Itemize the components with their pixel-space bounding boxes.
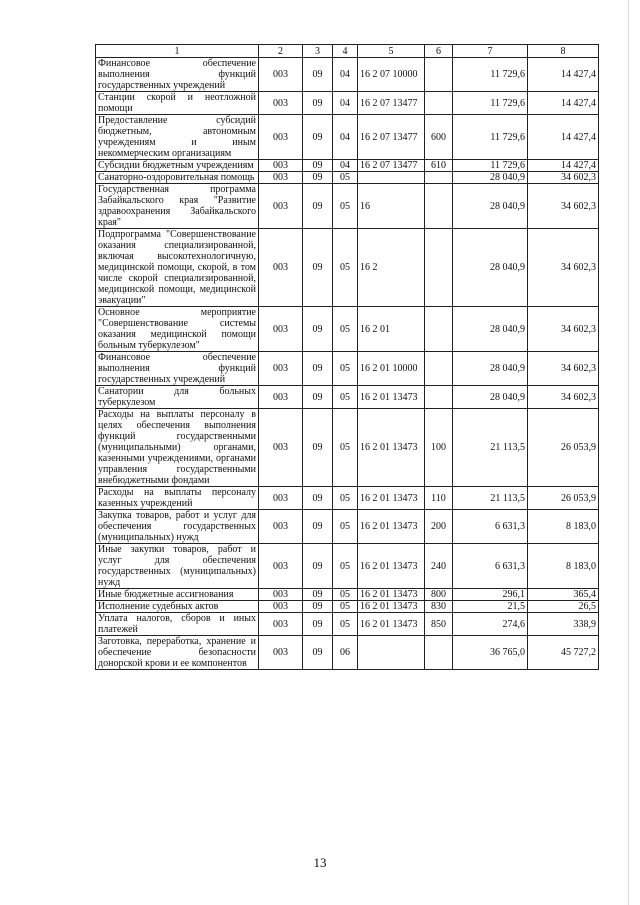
row-expense-type-cell (425, 636, 453, 670)
row-name-cell: Заготовка, переработка, хранение и обеспечение безопасности донорской крови и ее компонентов (96, 636, 259, 670)
row-admin-code-cell: 003 (259, 409, 303, 487)
row-section-cell: 09 (303, 307, 333, 352)
row-target-article-cell: 16 2 01 13473 (358, 601, 425, 613)
row-expense-type-cell: 800 (425, 589, 453, 601)
row-subsection-cell: 05 (333, 510, 358, 544)
table-row (96, 510, 599, 544)
row-amount-year1-cell: 21,5 (453, 601, 528, 613)
row-target-article-cell: 16 2 01 (358, 307, 425, 352)
row-expense-type-cell: 100 (425, 409, 453, 487)
row-subsection-cell: 06 (333, 636, 358, 670)
row-amount-year1-cell: 11 729,6 (453, 58, 528, 92)
row-target-article-cell: 16 2 07 10000 (358, 58, 425, 92)
row-name-cell: Предоставление субсидий бюджетным, автономным учреждениям и иным некоммерческим организациям (96, 115, 259, 160)
row-expense-type-cell: 240 (425, 544, 453, 589)
row-admin-code-cell: 003 (259, 172, 303, 184)
header-cell: 6 (425, 45, 453, 58)
row-subsection-cell: 05 (333, 172, 358, 184)
row-amount-year1-cell: 11 729,6 (453, 115, 528, 160)
row-amount-year2-cell: 14 427,4 (528, 160, 599, 172)
table-row (96, 115, 599, 160)
row-section-cell: 09 (303, 58, 333, 92)
row-subsection-cell: 05 (333, 184, 358, 229)
header-cell: 5 (358, 45, 425, 58)
row-expense-type-cell (425, 229, 453, 307)
row-amount-year1-cell: 11 729,6 (453, 160, 528, 172)
table-row (96, 58, 599, 92)
row-amount-year2-cell: 14 427,4 (528, 115, 599, 160)
table-row (96, 172, 599, 184)
table-row (96, 601, 599, 613)
row-amount-year2-cell: 26 053,9 (528, 409, 599, 487)
row-amount-year2-cell: 26 053,9 (528, 487, 599, 510)
row-subsection-cell: 05 (333, 352, 358, 386)
row-expense-type-cell: 110 (425, 487, 453, 510)
row-expense-type-cell: 600 (425, 115, 453, 160)
row-admin-code-cell: 003 (259, 636, 303, 670)
row-target-article-cell: 16 2 01 13473 (358, 386, 425, 409)
table-row (96, 352, 599, 386)
row-name-cell: Станции скорой и неотложной помощи (96, 92, 259, 115)
row-amount-year2-cell: 338,9 (528, 613, 599, 636)
table-header-row (96, 45, 599, 58)
row-section-cell: 09 (303, 160, 333, 172)
row-section-cell: 09 (303, 386, 333, 409)
row-amount-year1-cell: 28 040,9 (453, 229, 528, 307)
table-row (96, 160, 599, 172)
row-target-article-cell (358, 172, 425, 184)
row-section-cell: 09 (303, 184, 333, 229)
row-target-article-cell: 16 2 (358, 229, 425, 307)
row-name-cell: Санаторно-оздоровительная помощь (96, 172, 259, 184)
row-name-cell: Финансовое обеспечение выполнения функций государственных учреждений (96, 58, 259, 92)
row-amount-year1-cell: 36 765,0 (453, 636, 528, 670)
row-admin-code-cell: 003 (259, 58, 303, 92)
row-section-cell: 09 (303, 409, 333, 487)
header-cell: 4 (333, 45, 358, 58)
row-target-article-cell: 16 2 01 10000 (358, 352, 425, 386)
row-section-cell: 09 (303, 229, 333, 307)
row-amount-year1-cell: 21 113,5 (453, 409, 528, 487)
row-expense-type-cell: 610 (425, 160, 453, 172)
row-admin-code-cell: 003 (259, 160, 303, 172)
row-subsection-cell: 05 (333, 589, 358, 601)
table-row (96, 307, 599, 352)
row-name-cell: Подпрограмма "Совершенствование оказания специализированной, включая высокотехнологичную, медицинской помощи, скорой, в том числе скорой специализированной, медицинской помощи, медицинской эвакуации" (96, 229, 259, 307)
row-name-cell: Субсидии бюджетным учреждениям (96, 160, 259, 172)
row-expense-type-cell (425, 58, 453, 92)
row-subsection-cell: 05 (333, 487, 358, 510)
table-row (96, 409, 599, 487)
row-target-article-cell: 16 2 07 13477 (358, 92, 425, 115)
row-section-cell: 09 (303, 601, 333, 613)
row-amount-year2-cell: 34 602,3 (528, 352, 599, 386)
header-cell: 7 (453, 45, 528, 58)
row-expense-type-cell (425, 92, 453, 115)
row-expense-type-cell: 850 (425, 613, 453, 636)
row-amount-year1-cell: 28 040,9 (453, 307, 528, 352)
row-admin-code-cell: 003 (259, 115, 303, 160)
table-row (96, 613, 599, 636)
row-amount-year1-cell: 28 040,9 (453, 184, 528, 229)
row-name-cell: Расходы на выплаты персоналу в целях обеспечения выполнения функций государственными (муниципальными) органами, казенными учреждениями, органами управления государственными внебюджетными фондами (96, 409, 259, 487)
row-section-cell: 09 (303, 172, 333, 184)
row-amount-year1-cell: 296,1 (453, 589, 528, 601)
row-amount-year1-cell: 21 113,5 (453, 487, 528, 510)
row-admin-code-cell: 003 (259, 92, 303, 115)
row-section-cell: 09 (303, 115, 333, 160)
row-admin-code-cell: 003 (259, 307, 303, 352)
page-edge (628, 0, 629, 905)
row-amount-year1-cell: 11 729,6 (453, 92, 528, 115)
row-expense-type-cell (425, 386, 453, 409)
row-name-cell: Уплата налогов, сборов и иных платежей (96, 613, 259, 636)
table-row (96, 184, 599, 229)
row-amount-year2-cell: 34 602,3 (528, 184, 599, 229)
row-amount-year2-cell: 14 427,4 (528, 92, 599, 115)
row-name-cell: Государственная программа Забайкальского края "Развитие здравоохранения Забайкальского края" (96, 184, 259, 229)
row-amount-year1-cell: 6 631,3 (453, 544, 528, 589)
row-amount-year2-cell: 8 183,0 (528, 544, 599, 589)
row-name-cell: Финансовое обеспечение выполнения функций государственных учреждений (96, 352, 259, 386)
row-admin-code-cell: 003 (259, 613, 303, 636)
row-amount-year1-cell: 6 631,3 (453, 510, 528, 544)
row-amount-year2-cell: 34 602,3 (528, 307, 599, 352)
row-section-cell: 09 (303, 510, 333, 544)
table-row (96, 487, 599, 510)
row-amount-year2-cell: 365,4 (528, 589, 599, 601)
row-expense-type-cell (425, 172, 453, 184)
row-name-cell: Иные бюджетные ассигнования (96, 589, 259, 601)
row-section-cell: 09 (303, 487, 333, 510)
table-row (96, 544, 599, 589)
header-cell: 1 (96, 45, 259, 58)
row-amount-year1-cell: 28 040,9 (453, 172, 528, 184)
row-admin-code-cell: 003 (259, 352, 303, 386)
row-target-article-cell: 16 2 07 13477 (358, 160, 425, 172)
row-section-cell: 09 (303, 92, 333, 115)
row-name-cell: Закупка товаров, работ и услуг для обеспечения государственных (муниципальных) нужд (96, 510, 259, 544)
row-section-cell: 09 (303, 589, 333, 601)
row-admin-code-cell: 003 (259, 601, 303, 613)
row-admin-code-cell: 003 (259, 544, 303, 589)
row-amount-year2-cell: 45 727,2 (528, 636, 599, 670)
row-section-cell: 09 (303, 544, 333, 589)
row-admin-code-cell: 003 (259, 229, 303, 307)
row-name-cell: Санатории для больных туберкулезом (96, 386, 259, 409)
row-target-article-cell: 16 (358, 184, 425, 229)
row-admin-code-cell: 003 (259, 184, 303, 229)
row-name-cell: Расходы на выплаты персоналу казенных учреждений (96, 487, 259, 510)
budget-table (95, 44, 599, 670)
row-admin-code-cell: 003 (259, 487, 303, 510)
row-target-article-cell: 16 2 01 13473 (358, 510, 425, 544)
header-cell: 2 (259, 45, 303, 58)
row-target-article-cell: 16 2 07 13477 (358, 115, 425, 160)
table-row (96, 589, 599, 601)
row-amount-year2-cell: 34 602,3 (528, 386, 599, 409)
header-cell: 3 (303, 45, 333, 58)
table-row (96, 386, 599, 409)
row-amount-year1-cell: 274,6 (453, 613, 528, 636)
row-subsection-cell: 04 (333, 92, 358, 115)
table-row (96, 636, 599, 670)
row-subsection-cell: 05 (333, 307, 358, 352)
row-target-article-cell (358, 636, 425, 670)
row-subsection-cell: 05 (333, 409, 358, 487)
row-subsection-cell: 05 (333, 613, 358, 636)
row-subsection-cell: 04 (333, 160, 358, 172)
row-amount-year1-cell: 28 040,9 (453, 352, 528, 386)
row-name-cell: Исполнение судебных актов (96, 601, 259, 613)
row-admin-code-cell: 003 (259, 510, 303, 544)
row-section-cell: 09 (303, 613, 333, 636)
row-amount-year2-cell: 34 602,3 (528, 172, 599, 184)
row-admin-code-cell: 003 (259, 589, 303, 601)
row-expense-type-cell (425, 352, 453, 386)
row-section-cell: 09 (303, 352, 333, 386)
row-target-article-cell: 16 2 01 13473 (358, 544, 425, 589)
row-name-cell: Иные закупки товаров, работ и услуг для обеспечения государственных (муниципальных) нужд (96, 544, 259, 589)
row-subsection-cell: 05 (333, 229, 358, 307)
row-subsection-cell: 04 (333, 115, 358, 160)
row-target-article-cell: 16 2 01 13473 (358, 409, 425, 487)
row-admin-code-cell: 003 (259, 386, 303, 409)
row-section-cell: 09 (303, 636, 333, 670)
row-amount-year2-cell: 8 183,0 (528, 510, 599, 544)
row-subsection-cell: 05 (333, 544, 358, 589)
row-expense-type-cell: 200 (425, 510, 453, 544)
header-cell: 8 (528, 45, 599, 58)
row-expense-type-cell: 830 (425, 601, 453, 613)
row-expense-type-cell (425, 307, 453, 352)
row-target-article-cell: 16 2 01 13473 (358, 613, 425, 636)
row-target-article-cell: 16 2 01 13473 (358, 487, 425, 510)
row-amount-year1-cell: 28 040,9 (453, 386, 528, 409)
row-amount-year2-cell: 14 427,4 (528, 58, 599, 92)
row-subsection-cell: 05 (333, 386, 358, 409)
table-row (96, 229, 599, 307)
row-amount-year2-cell: 26,5 (528, 601, 599, 613)
row-expense-type-cell (425, 184, 453, 229)
row-amount-year2-cell: 34 602,3 (528, 229, 599, 307)
row-target-article-cell: 16 2 01 13473 (358, 589, 425, 601)
row-name-cell: Основное мероприятие "Совершенствование системы оказания медицинской помощи больным туберкулезом" (96, 307, 259, 352)
page-number: 13 (313, 855, 327, 870)
row-subsection-cell: 05 (333, 601, 358, 613)
row-subsection-cell: 04 (333, 58, 358, 92)
table-row (96, 92, 599, 115)
